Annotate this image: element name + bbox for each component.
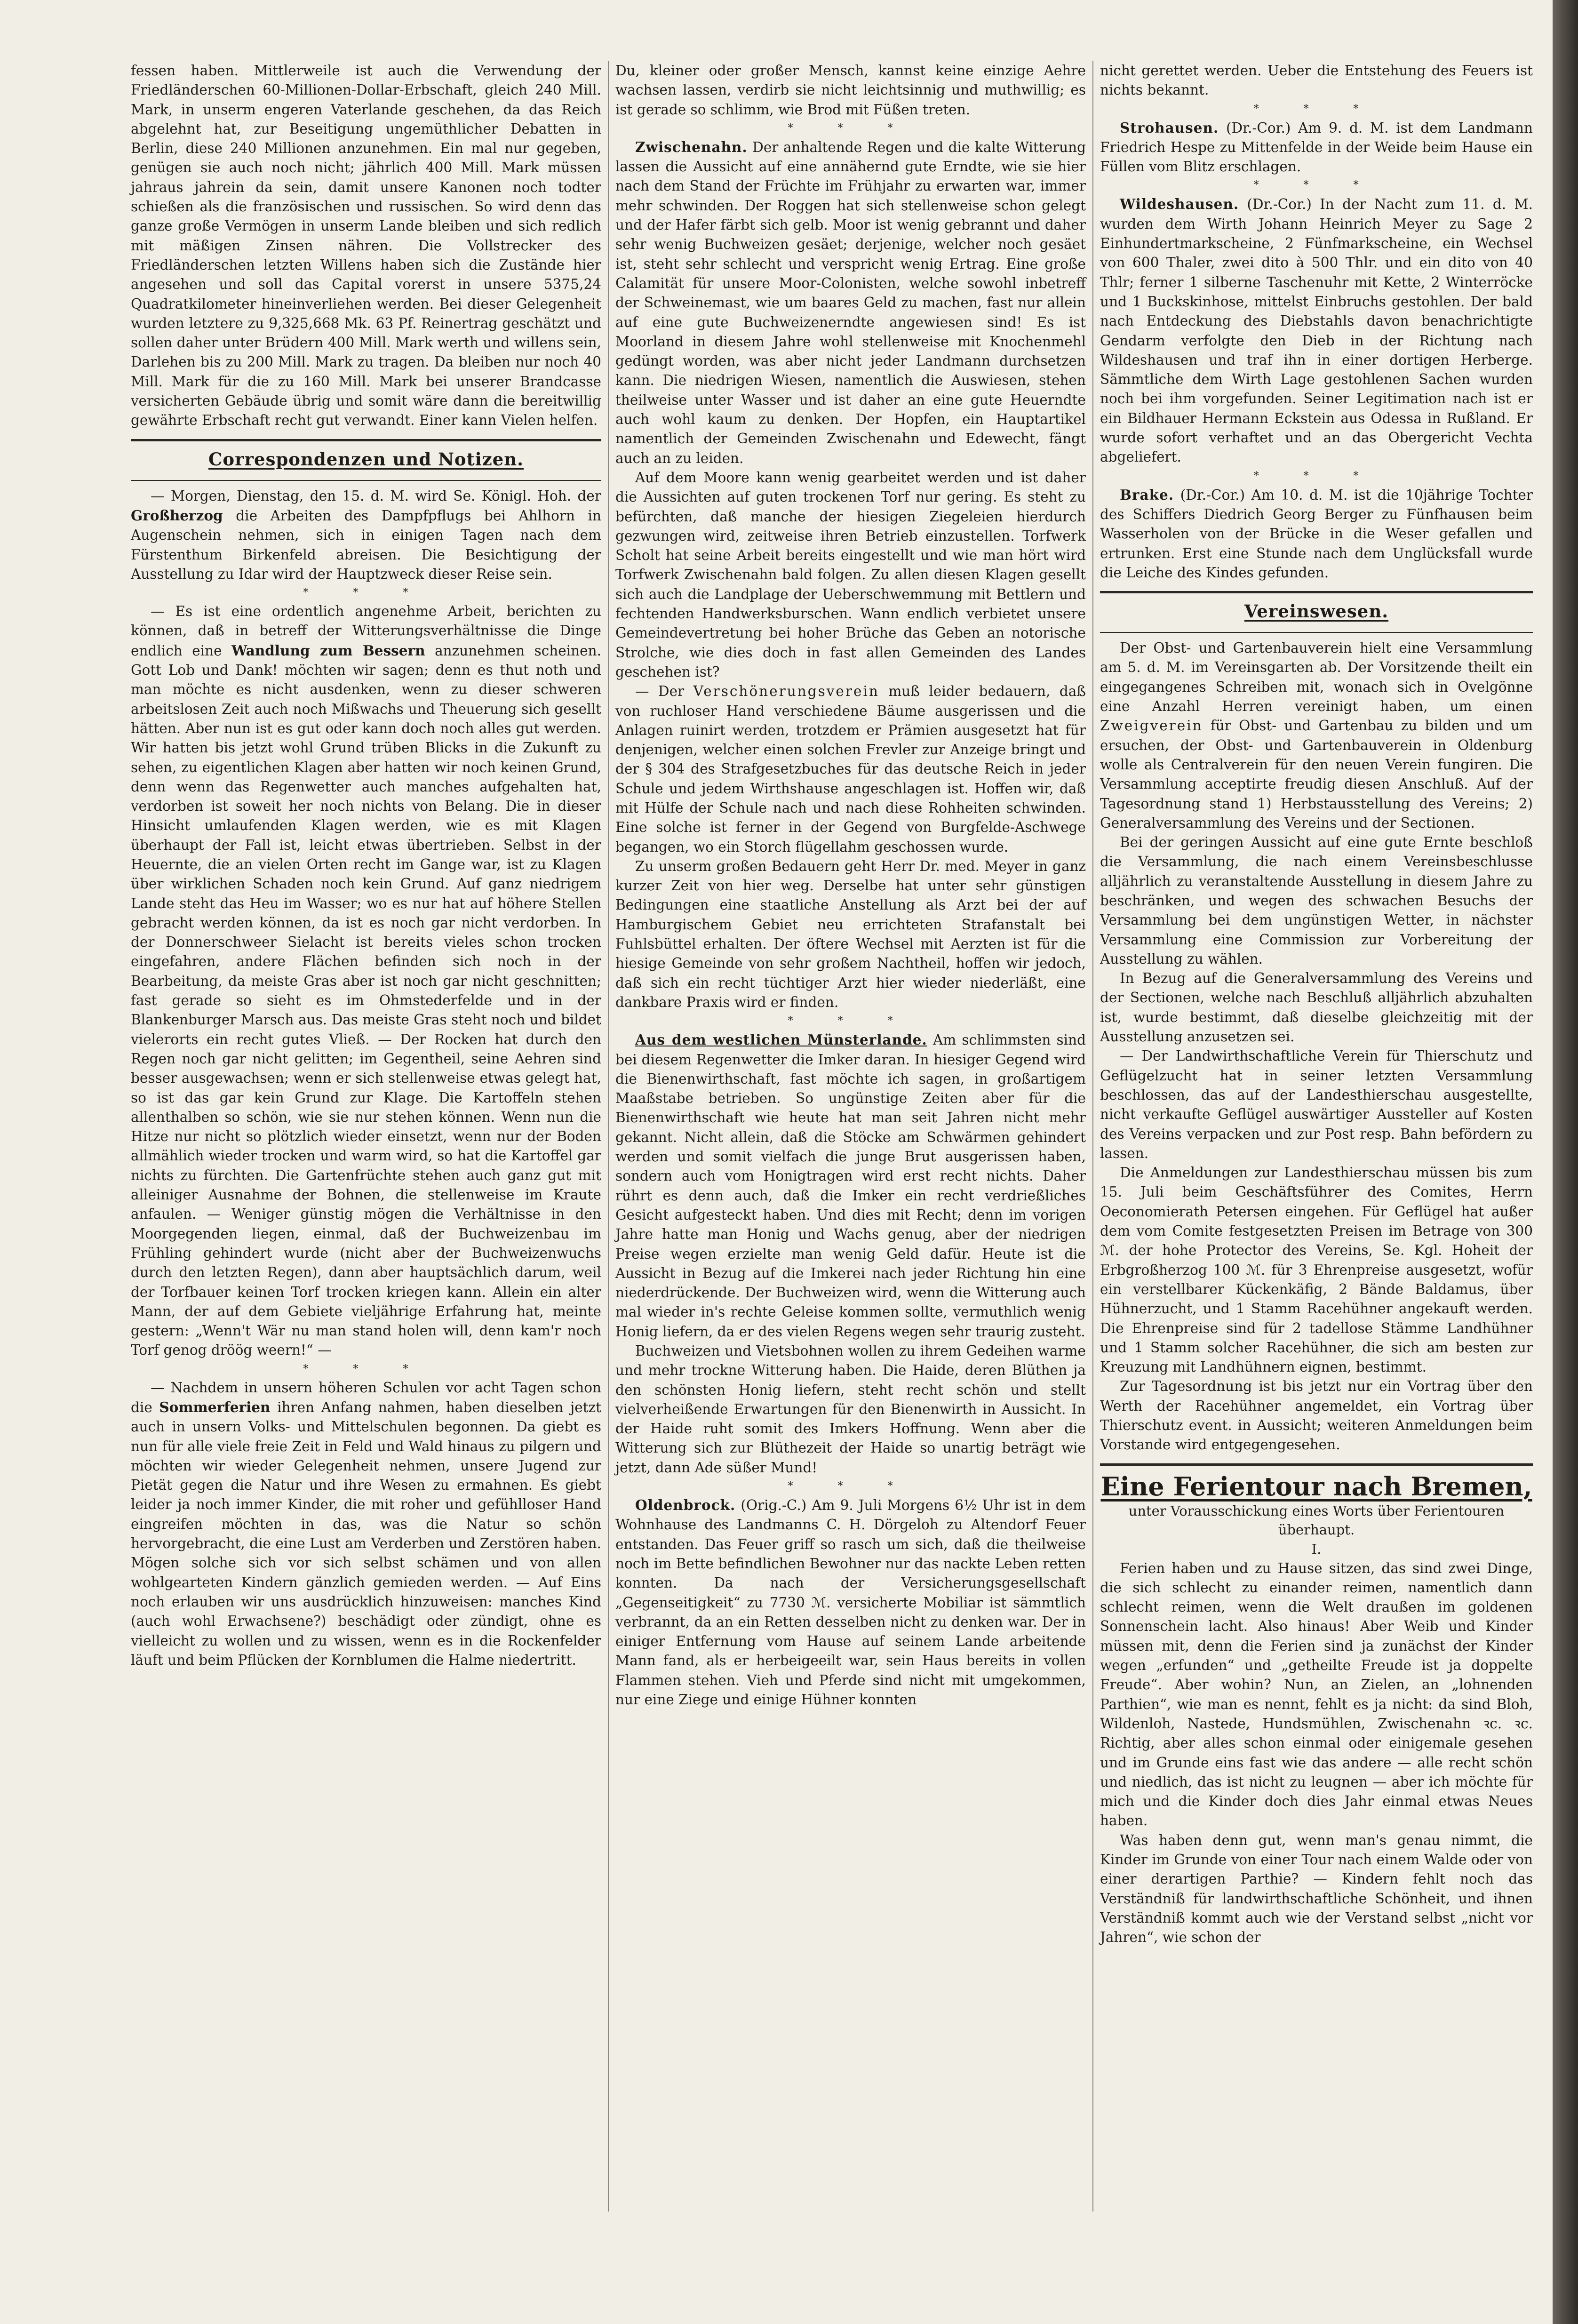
keyword-verschoenerungsverein: Verschönerungsverein — [693, 683, 879, 700]
club-paragraph: Bei der geringen Aussicht auf eine gute Ernte beschloß die Versammlung, die nach einem Vereinsbeschlusse alljährlich zu veranstaltende Ausstellung in diesem Jahre zu beschränken, und wegen des schwachen Besuchs der Versammlung bei dem ungünstigen Wetter, in nächster Versammlung eine Commission zur Vorbereitung der Ausstellung zu wählen. — [1100, 834, 1533, 967]
separator-stars: * * * — [788, 1015, 914, 1027]
news-item-brake: Brake. (Dr.-Cor.) Am 10. d. M. ist die 10jährige Tochter des Schiffers Diedrich Georg Berger zu Fünfhausen beim Wasserholen von der Brücke in die Weser gefallen und ertrunken. Erst eine Stunde nach dem Unglücksfall wurde die Leiche des Kindes gefunden. — [1100, 486, 1533, 581]
separator-stars: * * * — [303, 587, 429, 599]
section-heading-vereinswesen: Vereinswesen. — [1244, 601, 1389, 622]
news-paragraph: Zu unserm großen Bedauern geht Herr Dr. med. Meyer in ganz kurzer Zeit von hier weg. Derselbe hat unter sehr günstigen Bedingungen eine staatliche Anstellung als Arzt bei der auf Hamburgischem Gebiet neu errichteten Strafanstalt bei Fuhlsbüttel erhalten. Der öftere Wechsel mit Aerzten ist für die hiesige Gemeinde von sehr großem Nachtheil, hoffen wir jedoch, daß sich ein recht tüchtiger Arzt hier wieder niederläßt, eine dankbare Praxis wird er finden. — [615, 858, 1086, 1010]
place-muensterland: Aus dem westlichen Münsterlande. — [635, 1031, 927, 1048]
feuilleton-paragraph: Ferien haben und zu Hause sitzen, das sind zwei Dinge, die sich schlecht zu einander reimen, namentlich dann schlecht reimen, wenn die Welt draußen im goldenen Sonnenschein lacht. Also hinaus! Aber Weib und Kinder müssen mit, denn die Ferien sind ja zunächst der Kinder wegen „erfunden“ und „getheilte Freude ist ja doppelte Freude“. Aber wohin? Nun, an Zielen, an „lohnenden Parthien“, wie man es nennt, fehlt es ja nicht: da sind Bloh, Wildenloh, Nastede, Hundsmühlen, Zwischenahn ꝛc. ꝛc. Richtig, aber alles schon einmal oder einigemale gesehen und im Grunde eins fast wie das andere — alle recht schön und niedlich, das ist nicht zu leugnen — aber ich möchte für mich und die Kinder doch dies Jahr einmal etwas Neues haben. — [1100, 1560, 1533, 1829]
keyword-zweigverein: Zweigverein — [1100, 718, 1203, 734]
source-tag: (Dr.-Cor.) — [1247, 196, 1312, 213]
section-rule — [131, 439, 601, 441]
club-report-garden: Der Obst- und Gartenbauverein hielt eine Versammlung am 5. d. M. im Vereinsgarten ab. Der Vorsitzende theilt ein eingegangenes Schreiben mit, wonach sich in Ovelgönne eine Anzahl Herren vereinigt haben, um einen Zweigverein für Obst- und Gartenbau zu bilden und um ersuchen, der Obst- und Gartenbauverein in Oldenburg wolle als Centralverein für den neuen Verein fungiren. Die Versammlung acceptirte freudig diesen Anschluß. Auf der Tagesordnung stand 1) Herbstausstellung des Vereins; 2) Generalversammlung des Vereins und der Sectionen. — [1100, 640, 1533, 831]
news-paragraph: Auf dem Moore kann wenig gearbeitet werden und ist daher die Aussichten auf guten trockenen Torf nur gering. Es steht zu befürchten, daß manche der hiesigen Ziegeleien hierdurch gezwungen wird, zeitweise ihren Betrieb einzustellen. Torfwerk Scholt hat seine Arbeit bereits eingestellt und wie man hört wird Torfwerk Zwischenahn bald folgen. Zu allen diesen Klagen gesellt sich auch die Landplage der Ueberschwemmung mit Bettlern und fechtenden Handwerksburschen. Wann endlich verbietet unsere Gemeindevertretung bei hoher Brüche das Geben an notorische Strolche, wie dies doch in fast allen Gemeinden des Landes geschehen ist? — [615, 469, 1086, 680]
article-continuation: nicht gerettet werden. Ueber die Entstehung des Feuers ist nichts bekannt. — [1100, 63, 1533, 98]
place-brake: Brake. — [1120, 486, 1174, 503]
section-rule — [1100, 632, 1533, 633]
column-divider — [1092, 61, 1093, 2212]
section-heading-correspondences: Correspondenzen und Notizen. — [208, 448, 524, 470]
news-item-weather: — Es ist eine ordentlich angenehme Arbeit, berichten zu können, daß in betreff der Witterungsverhältnisse die Dinge endlich eine Wandlung zum Bessern anzunehmen scheinen. Gott Lob und Dank! möchten wir sagen; denn es thut noth und man möchte es nicht ausdenken, wenn zu dieser schweren arbeitslosen Zeit auch noch Mißwachs und Theuerung sich gesellt hätten. Aber nun ist es gut oder kann doch noch alles gut werden. Wir hatten bis jetzt wohl Grund trüben Blicks in die Zukunft zu sehen, zu eigentlichen Klagen aber hatten wir noch keinen Grund, denn wenn das Regenwetter auch manches aufgehalten hat, verdorben ist soweit her noch nichts von Belang. Die in dieser Hinsicht umlaufenden Klagen werden, wie es mit Klagen überhaupt der Fall ist, leicht etwas übertrieben. Selbst in der Heuernte, die an vielen Orten recht im Gange war, ist zu Klagen über wirklichen Schaden noch kein Grund. Auf ganz niedrigem Lande steht das Heu im Wasser; wo es nur hat auf höhere Stellen gebracht werden können, da ist es noch gar nicht verdorben. In der Donnerschweer Sielacht ist bereits vieles schon trocken eingefahren, andere Flächen befinden sich noch in der Bearbeitung, da meiste Gras aber ist noch gar nicht geschnitten; fast gerade so sieht es im Ohmstederfelde und in der Blankenburger Marsch aus. Das meiste Gras steht noch und bildet vielerorts ein recht gutes Vließ. — Der Rocken hat durch den Regen noch gar nicht gelitten; im Gegentheil, seine Aehren sind besser ausgewachsen; wenn er sich stellenweise etwas gelegt hat, so ist das gar kein Grund zur Klage. Die Kartoffeln stehen allenthalben so schön, wie sie nur stehen können. Wenn nun die Hitze nur nicht so plötzlich wieder einsetzt, wenn nur der Boden allmählich wieder trocken und warm wird, so hat die Kartoffel gar nichts zu fürchten. Die Gartenfrüchte stehen auch ganz gut mit alleiniger Ausnahme der Bohnen, die stellenweise im Kraute anfaulen. — Weniger günstig mögen die Verhältnisse in den Moorgegenden liegen, einmal, daß der Buchweizenbau im Frühling gehindert wurde (nicht aber der Buchweizenwuchs durch den letzten Regen), dann aber hauptsächlich darum, weil der Torfbauer keinen Torf trocken kriegen kann. Allein ein alter Mann, der auf dem Gebiete vieljährige Erfahrung hat, meinte gestern: „Wenn't Wär nu man stand holen will, denn kam'r noch Torf genog dröög weern!“ — — [131, 603, 601, 1358]
article-continuation: fessen haben. Mittlerweile ist auch die Verwendung der Friedländerschen 60-Millionen-Dollar-Erbschaft, gleich 240 Mill. Mark, in unserm engeren Vaterlande geschehen, da das Reich abgelehnt hat, zur Beseitigung ungemüthlicher Debatten in Berlin, diese 240 Millionen anzunehmen. Ein mal nur gegeben, genügen sie auch noch nicht; jährlich 400 Mill. Mark müssen jahraus jahrein da sein, damit unsere Kanonen noch todter schießen als die französischen und russischen. So wird denn das ganze große Vermögen in unserm Lande bleiben und sich redlich mit mäßigen Zinsen nähren. Die Vollstrecker des Friedländerschen letzten Willens haben sich die Zustände hier angesehen und soll das Capital vorerst in unsere 5375,24 Quadratkilometer hineinverliehen werden. Bei dieser Gelegenheit wurden letztere zu 9,325,668 Mk. 63 Pf. Reinertrag geschätzt und sollen daher unter Brüdern 400 Mill. Mark werth und willens sein, Darlehen bis zu 200 Mill. Mark zu tragen. Da bleiben nur noch 40 Mill. Mark für die zu 160 Mill. Mark bei unserer Brandcasse versicherten Gebäude übrig und somit wäre dann die bereitwillig gewährte Erbschaft recht gut verwandt. Einer kann Vielen helfen. — [131, 63, 601, 429]
news-item-summer-holidays: — Nachdem in unsern höheren Schulen vor acht Tagen schon die Sommerferien ihren Anfang nahmen, haben dieselben jetzt auch in unsern Volks- und Mittelschulen begonnen. Da giebt es nun für alle viele freie Zeit in Feld und Wald hinaus zu pilgern und möchten wir wieder Gelegenheit nehmen, unsere Jugend zur Pietät gegen die Natur und ihre Wesen zu ermahnen. Es giebt leider ja noch immer Kinder, die mit roher und gefühlloser Hand eingreifen möchten in das, was die Natur so schön hervorgebracht, die eine Lust am Verderben und Zerstören haben. Mögen solche sich vor sich selbst schämen und von allen wohlgearteten Kindern gänzlich gemieden werden. — Auf Eins noch erlauben wir uns ausdrücklich hinzuweisen: manches Kind (auch wohl Erwachsene?) beschädigt oder zündigt, ohne es vielleicht zu wollen und zu wissen, wenn es in die Rockenfelder läuft und beim Pflücken der Kornblumen die Halme niedertritt. — [131, 1379, 601, 1668]
club-paragraph: — Der Landwirthschaftliche Verein für Thierschutz und Geflügelzucht hat in seiner letzten Versammlung beschlossen, das auf der Landesthierschau ausgestellte, nicht verkaufte Geflügel auswärtiger Aussteller auf Kosten des Vereins verpacken und zur Post resp. Bahn befördern zu lassen. — [1100, 1048, 1533, 1161]
news-item-muensterland: Aus dem westlichen Münsterlande. Am schlimmsten sind bei diesem Regenwetter die Imker daran. In hiesiger Gegend wird die Bienenwirthschaft, fast möchte ich sagen, in großartigem Maaßstabe betrieben. So ungünstige Zeiten aber für die Bienenwirthschaft wie heute hat man seit Jahren nicht mehr gekannt. Nicht allein, daß die Stöcke am Schwärmen gehindert werden und somit vielfach die junge Brut ausgerissen haben, sondern auch vom Honigtragen wird erst recht nichts. Daher rührt es denn auch, daß die Imker ein recht verdrießliches Gesicht aufgesteckt haben. Und dies mit Recht; denn im vorigen Jahre hatte man Honig und Wachs genug, aber der niedrigen Preise wegen erzielte man wenig Geld dafür. Heute ist die Aussicht in Bezug auf die Imkerei nach jeder Richtung hin eine niederdrückende. Der Buchweizen wird, wenn die Witterung auch mal wieder in's rechte Geleise kommen sollte, vermuthlich wenig Honig liefern, da er des vielen Regens wegen sehr traurig zusteht. — [615, 1031, 1086, 1340]
club-paragraph: Die Anmeldungen zur Landesthierschau müssen bis zum 15. Juli beim Geschäftsführer des Comites, Herrn Oeconomierath Petersen eingehen. Für Geflügel hat außer dem vom Comite festgesetzten Preisen im Betrage von 300 ℳ. der hohe Protector des Vereins, Se. Kgl. Hoheit der Erbgroßherzog 100 ℳ. für 3 Ehrenpreise ausgesetzt, wofür ein verstellbarer Kückenkäfig, 2 Bände Baldamus, über Hühnerzucht, und 1 Stamm Racehühner angekauft werden. Die Ehrenpreise sind für 2 tadellose Stämme Landhühner und 1 Stamm solcher Racehühner, die sich am besten zur Kreuzung mit Landhühnern eignen, bestimmt. — [1100, 1165, 1533, 1375]
source-tag: (Orig.-C.) — [741, 1497, 807, 1514]
place-strohausen: Strohausen. — [1120, 119, 1219, 136]
news-item-strohausen: Strohausen. (Dr.-Cor.) Am 9. d. M. ist dem Landmann Friedrich Hespe zu Mittenfelde in der Weide beim Hause ein Füllen vom Blitz erschlagen. — [1100, 119, 1533, 175]
separator-stars: * * * — [1253, 179, 1379, 192]
separator-stars: * * * — [788, 122, 914, 134]
source-tag: (Dr.-Cor.) — [1226, 120, 1291, 136]
news-item-oldenbrock: Oldenbrock. (Orig.-C.) Am 9. Juli Morgens 6½ Uhr ist in dem Wohnhause des Landmanns C. H. Dörgeloh zu Altendorf Feuer entstanden. Das Feuer griff so rasch um sich, daß die theilweise noch im Bette befindlichen Bewohner nur das nackte Leben retten konnten. Da nach der Versicherungsgesellschaft „Gegenseitigkeit“ zu 7730 ℳ. versicherte Mobiliar ist sämmtlich verbrannt, da an ein Retten desselben nicht zu denken war. Der in einiger Entfernung vom Hause auf seinem Lande arbeitende Mann fand, als er herbeigeeilt war, sein Haus bereits in vollen Flammen stehen. Vieh und Pferde sind nicht mit umgekommen, nur eine Ziege und einige Hühner konnten — [615, 1497, 1086, 1708]
section-rule — [1100, 591, 1533, 593]
keyword-sommerferien: Sommerferien — [159, 1399, 271, 1415]
column-divider — [608, 61, 609, 2212]
place-zwischenahn: Zwischenahn. — [635, 138, 748, 155]
place-wildeshausen: Wildeshausen. — [1120, 196, 1239, 213]
column-3 — [1100, 61, 1533, 1948]
separator-stars: * * * — [303, 1363, 429, 1375]
separator-stars: * * * — [788, 1480, 914, 1493]
keyword-wandlung: Wandlung zum Bessern — [231, 642, 425, 659]
place-oldenbrock: Oldenbrock. — [635, 1497, 736, 1514]
section-rule — [131, 480, 601, 481]
page-edge — [1553, 0, 1578, 2324]
news-item-grand-duke: — Morgen, Dienstag, den 15. d. M. wird Se. Königl. Hoh. der Großherzog die Arbeiten des Dampfpflugs bei Ahlhorn in Augenschein nehmen, sich in einigen Tagen nach dem Fürstenthum Birkenfeld abreisen. Die Besichtigung der Ausstellung zu Idar wird der Hauptzweck dieser Reise sein. — [131, 487, 601, 582]
column-2 — [615, 61, 1086, 1709]
article-continuation: Du, kleiner oder großer Mensch, kannst keine einzige Aehre wachsen lassen, verdirb sie nicht leichtsinnig und muthwillig; es ist gerade so schlimm, wie Brod mit Füßen treten. — [615, 63, 1086, 118]
section-rule — [1100, 1463, 1533, 1466]
news-paragraph: Buchweizen und Vietsbohnen wollen zu ihrem Gedeihen warme und mehr trockne Witterung haben. Die Haide, deren Blüthen ja den schönsten Honig liefern, steht recht schön und stellt vielverheißende Erwartungen für den Bienenwirth in Aussicht. In der Haide ruht somit des Imkers Hoffnung. Wenn aber die Witterung sich zur Blüthezeit der Haide so unartig beträgt wie jetzt, dann Ade süßer Mund! — [615, 1343, 1086, 1476]
feuilleton-paragraph: Was haben denn gut, wenn man's genau nimmt, die Kinder im Grunde von einer Tour nach einem Walde oder von einer derartigen Parthie? — Kindern fehlt noch das Verständniß für landwirthschaftliche Schönheit, und ihnen Verständniß kommt auch wie der Verstand selbst „nicht vor Jahren“, wie schon der — [1100, 1832, 1533, 1946]
separator-stars: * * * — [1253, 470, 1379, 482]
news-paragraph: — Der Verschönerungsverein muß leider bedauern, daß von ruchloser Hand verschiedene Bäume ausgerissen und die Anlagen ruinirt werden, trotzdem er Prämien ausgesetzt hat für denjenigen, welcher einen solchen Frevler zur Anzeige bringt und der § 304 des Strafgesetzbuches für das deutsche Reich in jeder Schule und jedem Wirthshause angeschlagen ist. Hoffen wir, daß mit Hülfe der Schule nach und nach diese Rohheiten schwinden. Eine solche ist ferner in der Gegend von Burgfelde-Aschwege begangen, wo ein Storch flügellahm geschossen wurde. — [615, 683, 1086, 855]
club-paragraph: Zur Tagesordnung ist bis jetzt nur ein Vortrag über den Werth der Racehühner angemeldet, ein Vortrag über Thierschutz event. in Aussicht; weiteren Anmeldungen beim Vorstande wird entgegengesehen. — [1100, 1378, 1533, 1453]
feuilleton-subtitle: unter Vorausschickung eines Worts über Ferientouren überhaupt. — [1128, 1502, 1505, 1538]
keyword-grossherzog: Großherzog — [131, 507, 223, 524]
source-tag: (Dr.-Cor.) — [1180, 487, 1245, 503]
news-item-zwischenahn: Zwischenahn. Der anhaltende Regen und die kalte Witterung lassen die Aussicht auf eine annähernd gute Erndte, wie sie hier nach dem Stand der Früchte im Frühjahr zu erwarten war, immer mehr schwinden. Der Roggen hat sich stellenweise schon gelegt und der Hafer färbt sich gelb. Moor ist wenig gebrannt und daher sehr wenig Buchweizen gesäet; derjenige, welcher noch gesäet ist, steht sehr schlecht und verspricht wenig Ertrag. Eine große Calamität für unsere Moor-Colonisten, welche sowohl inbetreff der Schweinemast, wie um baares Geld zu machen, fast nur allein auf eine gute Buchweizenerndte angewiesen sind! Es ist Moorland in diesem Jahre wohl stellenweise mit Knochenmehl gedüngt worden, was aber nicht jeder Landmann durchsetzen kann. Die niedrigen Wiesen, namentlich die Auswiesen, stehen theilweise unter Wasser und ist daher an eine gute Heuerndte auch wohl kaum zu denken. Der Hopfen, ein Hauptartikel namentlich der Gemeinden Zwischenahn und Edewecht, fängt auch an zu leiden. — [615, 138, 1086, 466]
column-1 — [131, 61, 601, 1670]
feuilleton-title: Eine Ferientour nach Bremen, — [1100, 1471, 1532, 1501]
separator-stars: * * * — [1253, 103, 1379, 115]
feuilleton-part-number: I. — [1311, 1541, 1322, 1557]
club-paragraph: In Bezug auf die Generalversammlung des Vereins und der Sectionen, welche nach Beschluß alljährlich abzuhalten ist, wurde bestimmt, daß dieselbe gleichzeitig mit der Ausstellung anzusetzen sei. — [1100, 970, 1533, 1045]
news-item-wildeshausen: Wildeshausen. (Dr.-Cor.) In der Nacht zum 11. d. M. wurden dem Wirth Johann Heinrich Meyer zu Sage 2 Einhundertmarkscheine, 2 Fünfmarkscheine, ein Wechsel von 600 Thaler, zwei dito à 500 Thlr. und ein dito von 40 Thlr; ferner 1 silberne Taschenuhr mit Kette, 2 Winterröcke und 1 Buckskinhose, mittelst Einbruchs gestohlen. Der bald nach Entdeckung des Diebstahls davon benachrichtigte Gendarm verfolgte den Dieb in der Richtung nach Wildeshausen und traf ihn in einer dortigen Herberge. Sämmtliche dem Wirth Lage gestohlenen Sachen wurden noch bei ihm vorgefunden. Seiner Legitimation nach ist er ein Bildhauer Hermann Eckstein aus Odessa in Rußland. Er wurde sofort verhaftet und an das Obergericht Vechta abgeliefert. — [1100, 196, 1533, 465]
